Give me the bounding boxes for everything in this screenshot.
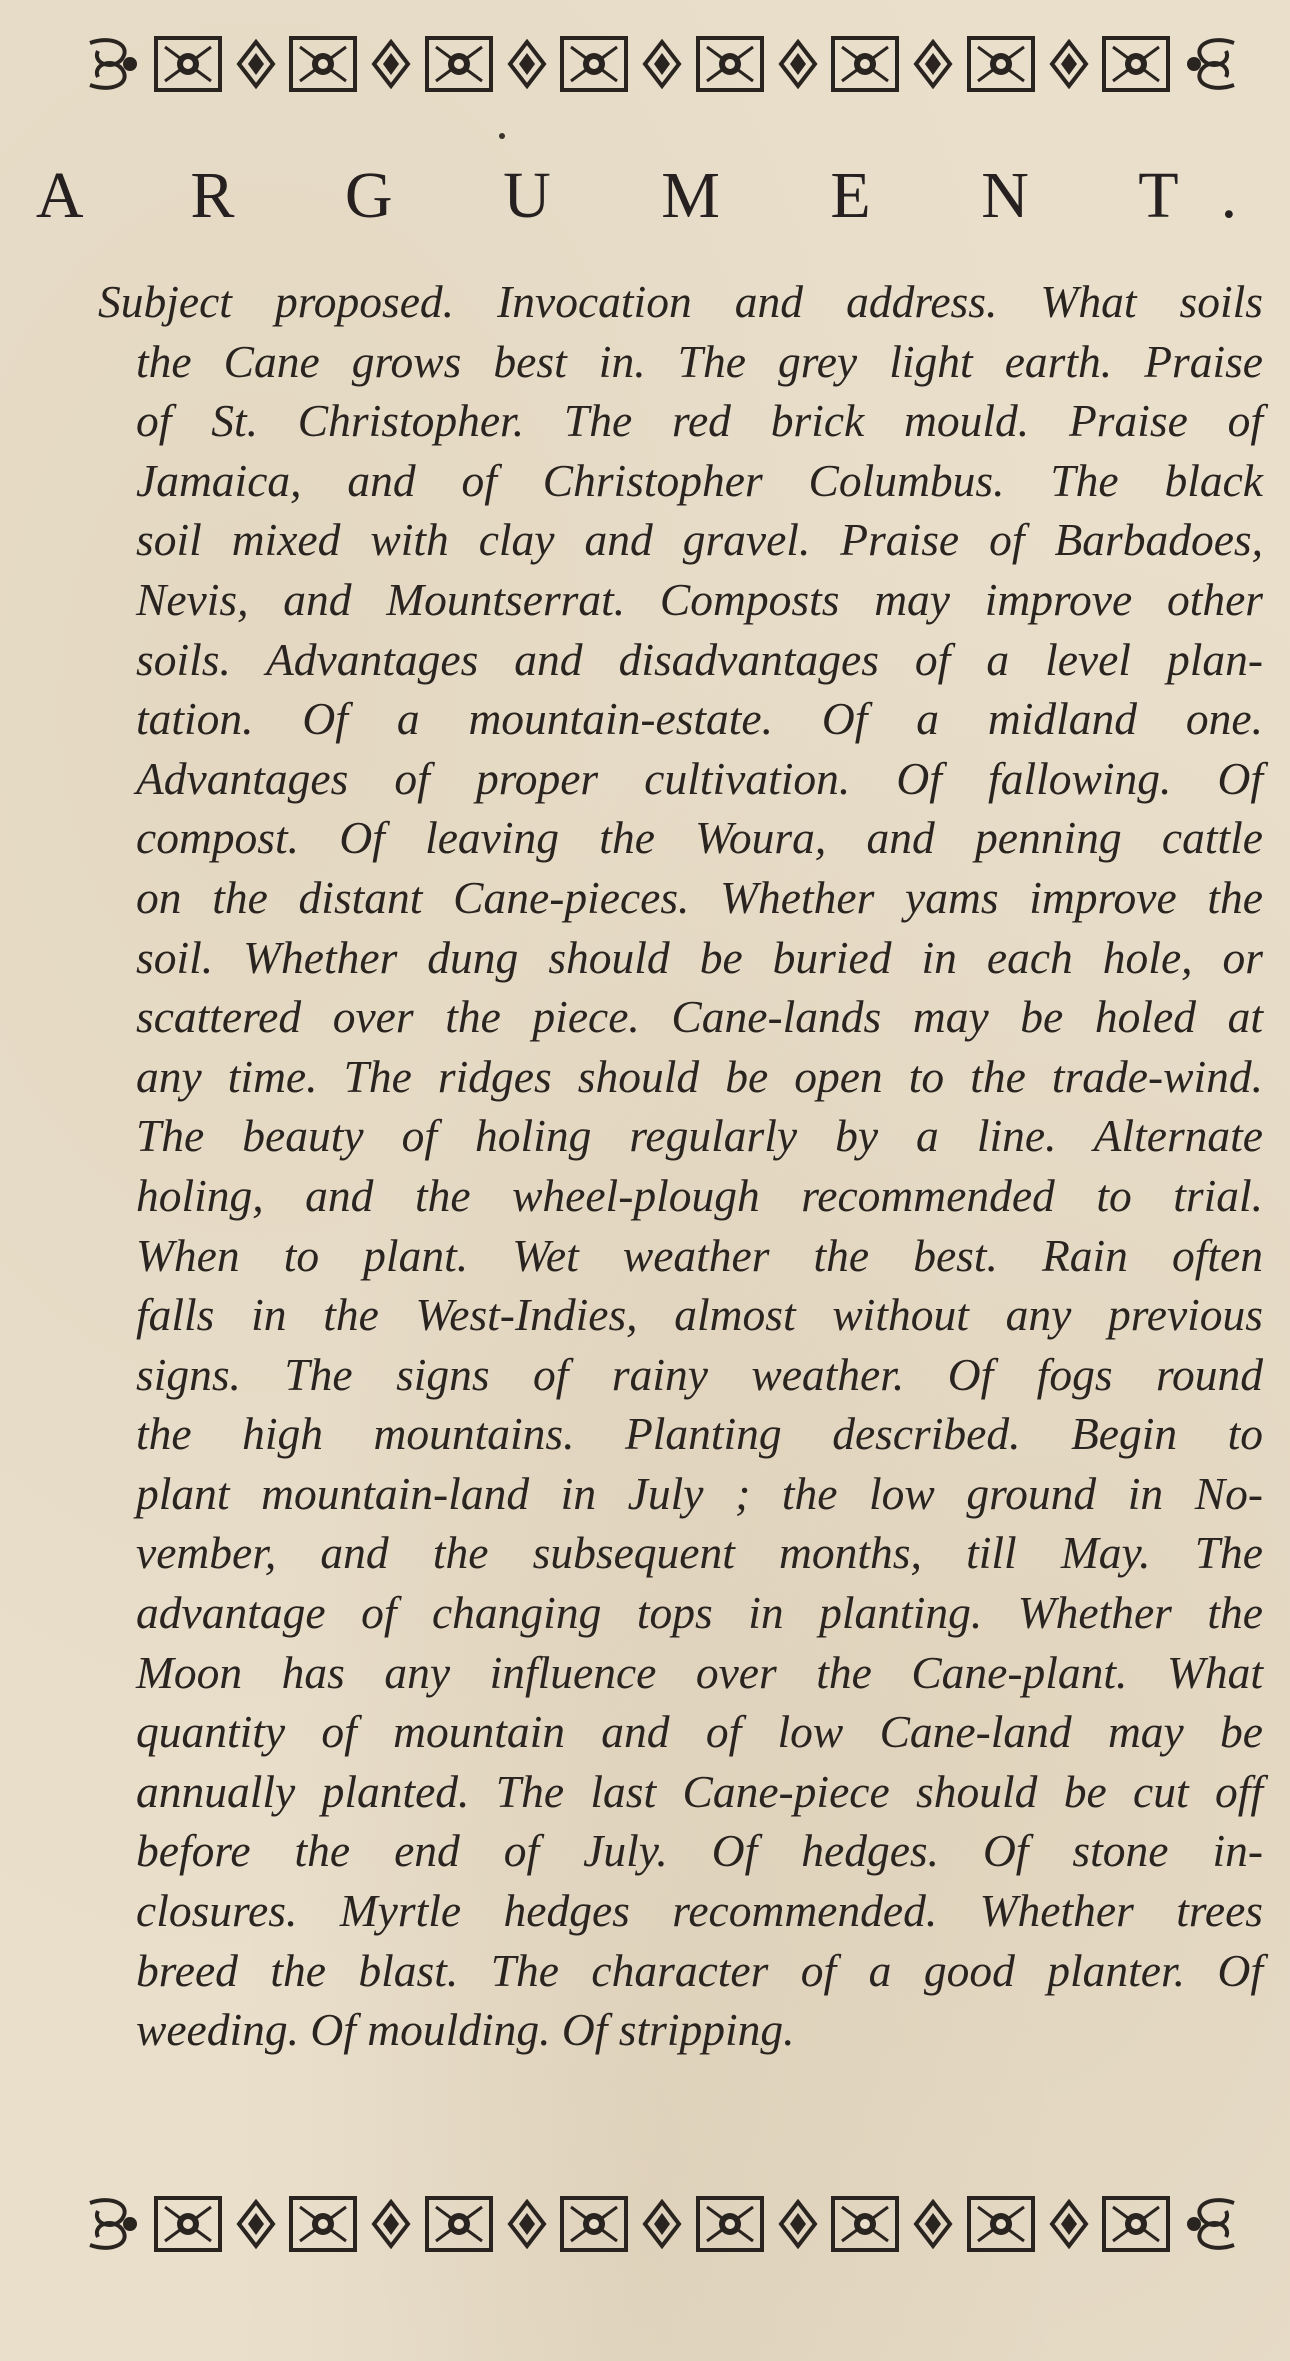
top-ornament-band-icon bbox=[82, 30, 1242, 98]
argument-line: closures. Myrtle hedges recommended. Whether trees bbox=[136, 1885, 1263, 1937]
argument-line: holing, and the wheel-plough recommended to trial. bbox=[136, 1169, 1263, 1221]
scroll-ornament-icon bbox=[82, 2193, 140, 2255]
argument-line: Jamaica, and of Christopher Columbus. The black bbox=[136, 454, 1263, 506]
argument-line: Subject proposed. Invocation and address. What soils bbox=[98, 276, 1263, 327]
page-heading: A R G U M E N T. bbox=[35, 159, 1285, 232]
argument-line: Moon has any influence over the Cane-plant. What bbox=[136, 1646, 1263, 1698]
scroll-ornament-icon bbox=[1184, 33, 1242, 95]
argument-line: the high mountains. Planting described. Begin to bbox=[136, 1408, 1263, 1460]
ink-dot bbox=[499, 133, 505, 139]
rosette-ornament-icon bbox=[1099, 33, 1173, 95]
argument-line: When to plant. Wet weather the best. Rain often bbox=[136, 1229, 1263, 1281]
argument-line: any time. The ridges should be open to the trade-wind. bbox=[136, 1050, 1263, 1102]
diamond-ornament-icon bbox=[371, 2199, 411, 2249]
argument-line: Nevis, and Mountserrat. Composts may improve other bbox=[136, 573, 1263, 625]
rosette-ornament-icon bbox=[964, 2193, 1038, 2255]
argument-line: vember, and the subsequent months, till May. The bbox=[136, 1527, 1263, 1579]
diamond-ornament-icon bbox=[507, 39, 547, 89]
diamond-ornament-icon bbox=[642, 39, 682, 89]
rosette-ornament-icon bbox=[828, 2193, 902, 2255]
argument-line: the Cane grows best in. The grey light earth. Praise bbox=[136, 335, 1263, 387]
diamond-ornament-icon bbox=[913, 2199, 953, 2249]
rosette-ornament-icon bbox=[557, 2193, 631, 2255]
argument-line: Advantages of proper cultivation. Of fallowing. Of bbox=[136, 752, 1263, 804]
diamond-ornament-icon bbox=[778, 39, 818, 89]
argument-line: advantage of changing tops in planting. Whether the bbox=[136, 1587, 1263, 1639]
argument-line: falls in the West-Indies, almost without any previous bbox=[136, 1289, 1263, 1341]
argument-line: breed the blast. The character of a good planter. Of bbox=[136, 1944, 1263, 1996]
argument-line: The beauty of holing regularly by a line. Alternate bbox=[136, 1110, 1263, 1162]
bottom-ornament-band-icon bbox=[82, 2190, 1242, 2258]
argument-line: before the end of July. Of hedges. Of stone in- bbox=[136, 1825, 1263, 1877]
argument-line: plant mountain-land in July ; the low ground in No- bbox=[136, 1467, 1263, 1519]
diamond-ornament-icon bbox=[236, 39, 276, 89]
diamond-ornament-icon bbox=[507, 2199, 547, 2249]
argument-line: quantity of mountain and of low Cane-land may be bbox=[136, 1706, 1263, 1758]
rosette-ornament-icon bbox=[693, 2193, 767, 2255]
diamond-ornament-icon bbox=[1049, 39, 1089, 89]
argument-text bbox=[98, 272, 1263, 2060]
rosette-ornament-icon bbox=[151, 33, 225, 95]
rosette-ornament-icon bbox=[693, 33, 767, 95]
argument-line: tation. Of a mountain-estate. Of a midland one. bbox=[136, 693, 1263, 745]
diamond-ornament-icon bbox=[642, 2199, 682, 2249]
rosette-ornament-icon bbox=[828, 33, 902, 95]
argument-line: on the distant Cane-pieces. Whether yams improve the bbox=[136, 871, 1263, 923]
diamond-ornament-icon bbox=[371, 39, 411, 89]
argument-line: annually planted. The last Cane-piece should be cut off bbox=[136, 1765, 1263, 1817]
rosette-ornament-icon bbox=[286, 33, 360, 95]
argument-line: signs. The signs of rainy weather. Of fogs round bbox=[136, 1348, 1263, 1400]
argument-line: soils. Advantages and disadvantages of a level plan- bbox=[136, 633, 1263, 685]
rosette-ornament-icon bbox=[286, 2193, 360, 2255]
rosette-ornament-icon bbox=[964, 33, 1038, 95]
argument-line: weeding. Of moulding. Of stripping. bbox=[136, 2004, 795, 2056]
rosette-ornament-icon bbox=[151, 2193, 225, 2255]
diamond-ornament-icon bbox=[778, 2199, 818, 2249]
scroll-ornament-icon bbox=[1184, 2193, 1242, 2255]
rosette-ornament-icon bbox=[422, 2193, 496, 2255]
argument-line: compost. Of leaving the Woura, and penning cattle bbox=[136, 812, 1263, 864]
argument-line: soil mixed with clay and gravel. Praise of Barbadoes, bbox=[136, 514, 1263, 566]
rosette-ornament-icon bbox=[422, 33, 496, 95]
argument-line: of St. Christopher. The red brick mould. Praise of bbox=[136, 395, 1263, 447]
diamond-ornament-icon bbox=[236, 2199, 276, 2249]
argument-line: soil. Whether dung should be buried in each hole, or bbox=[136, 931, 1263, 983]
diamond-ornament-icon bbox=[913, 39, 953, 89]
scroll-ornament-icon bbox=[82, 33, 140, 95]
rosette-ornament-icon bbox=[557, 33, 631, 95]
diamond-ornament-icon bbox=[1049, 2199, 1089, 2249]
argument-line: scattered over the piece. Cane-lands may be holed at bbox=[136, 991, 1263, 1043]
rosette-ornament-icon bbox=[1099, 2193, 1173, 2255]
